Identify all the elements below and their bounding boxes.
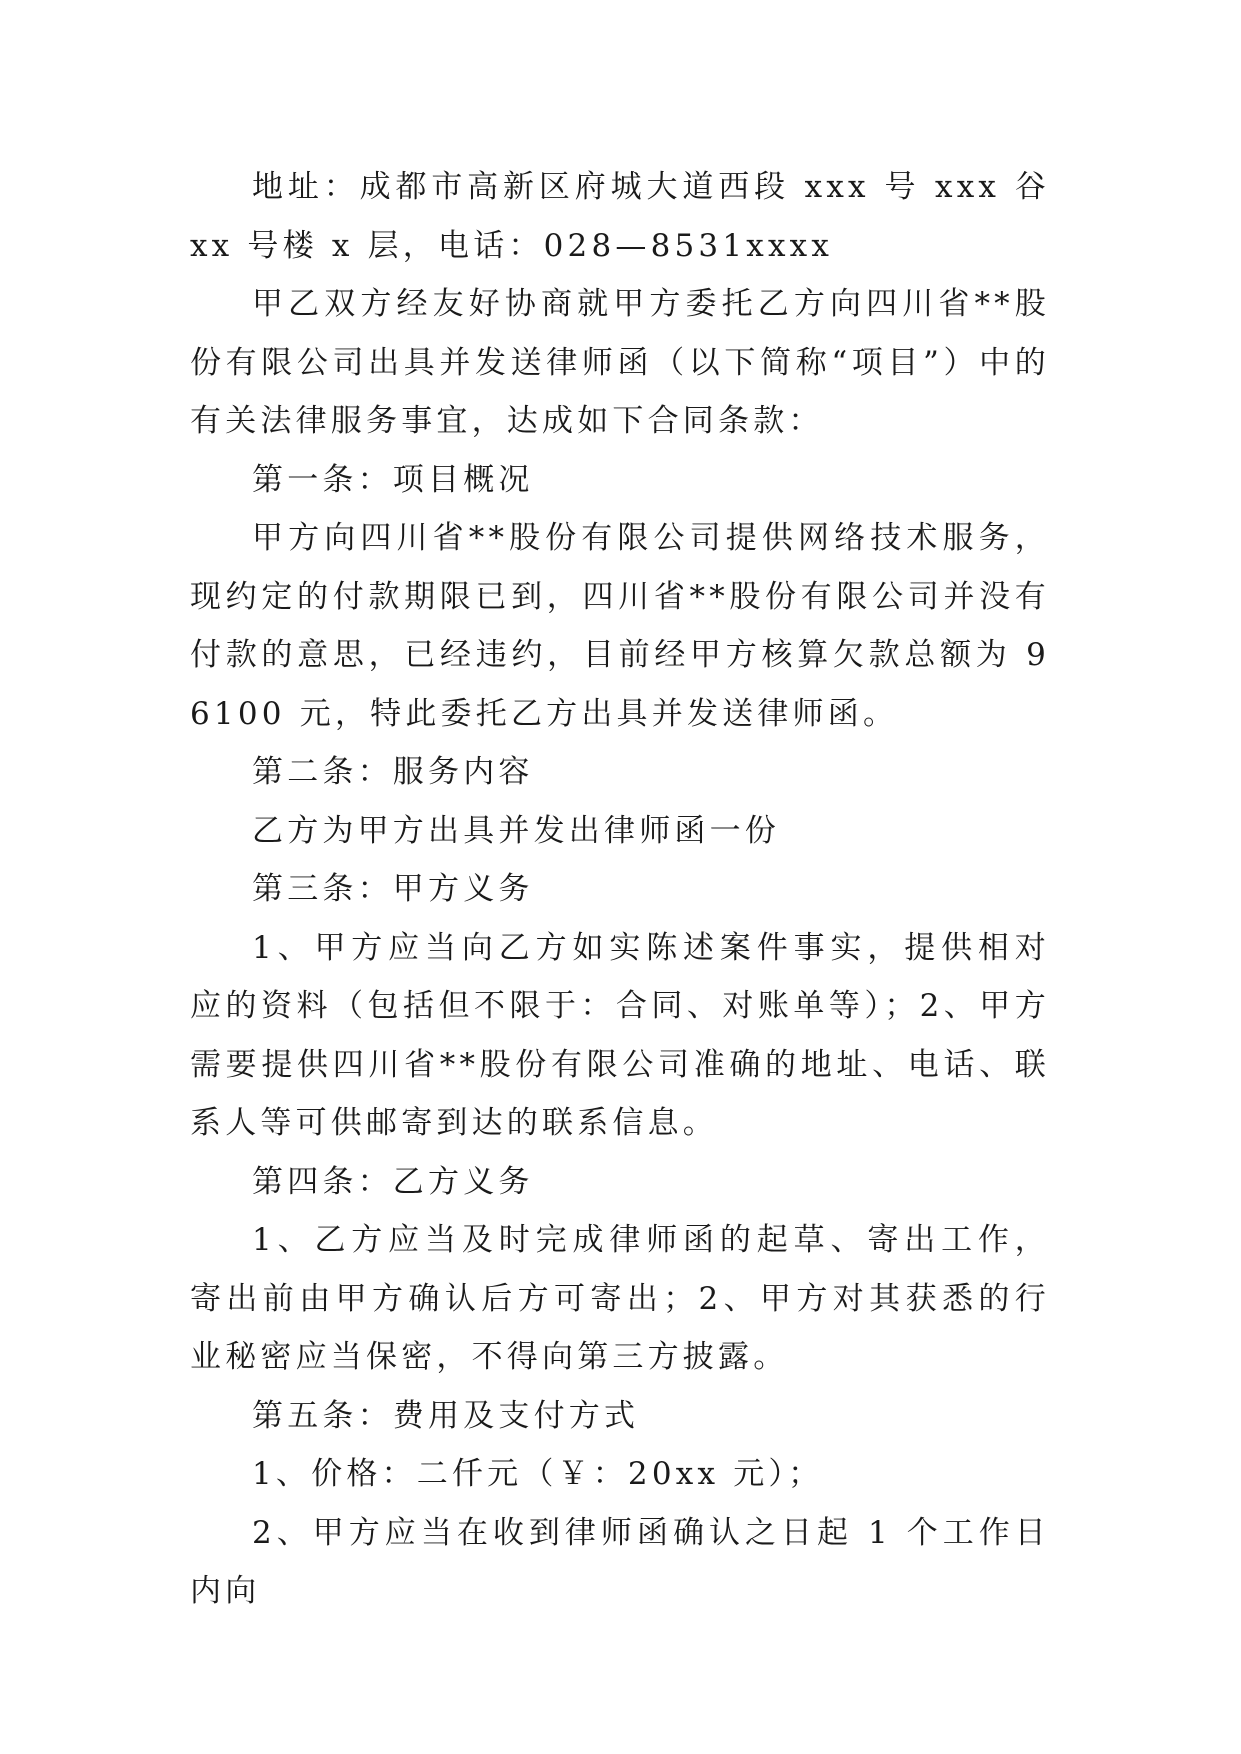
preamble-paragraph: 甲乙双方经友好协商就甲方委托乙方向四川省**股份有限公司出具并发送律师函（以下简称“项目”）中的有关法律服务事宜，达成如下合同条款： [190,286,1050,439]
address-paragraph: 地址：成都市高新区府城大道西段 xxx 号 xxx 谷 xx 号楼 x 层，电话：028—8531xxxx [190,169,1050,264]
article-5-item-2: 2、甲方应当在收到律师函确认之日起 1 个工作日内向 [190,1514,1050,1609]
article-5-heading: 第五条：费用及支付方式 [252,1397,640,1434]
article-5-item-1: 1、价格：二仟元（￥：20xx 元）； [252,1456,824,1492]
article-4-body: 1、乙方应当及时完成律师函的起草、寄出工作，寄出前由甲方确认后方可寄出；2、甲方对其获悉的行业秘密应当保密，不得向第三方披露。 [190,1222,1050,1375]
article-1-body: 甲方向四川省**股份有限公司提供网络技术服务，现约定的付款期限已到，四川省**股份有限公司并没有付款的意思，已经违约，目前经甲方核算欠款总额为 96100 元，特此委托乙方出具并发送律师函。 [190,520,1050,732]
article-4-heading: 第四条：乙方义务 [252,1163,534,1200]
article-1-heading: 第一条：项目概况 [252,461,534,498]
article-2-body: 乙方为甲方出具并发出律师函一份 [252,812,780,849]
article-3-heading: 第三条：甲方义务 [252,871,534,907]
article-3-body: 1、甲方应当向乙方如实陈述案件事实，提供相对应的资料（包括但不限于：合同、对账单等）；2、甲方需要提供四川省**股份有限公司准确的地址、电话、联系人等可供邮寄到达的联系信息。 [190,929,1050,1141]
document-body [190,158,1050,1621]
article-2-heading: 第二条：服务内容 [252,754,534,790]
